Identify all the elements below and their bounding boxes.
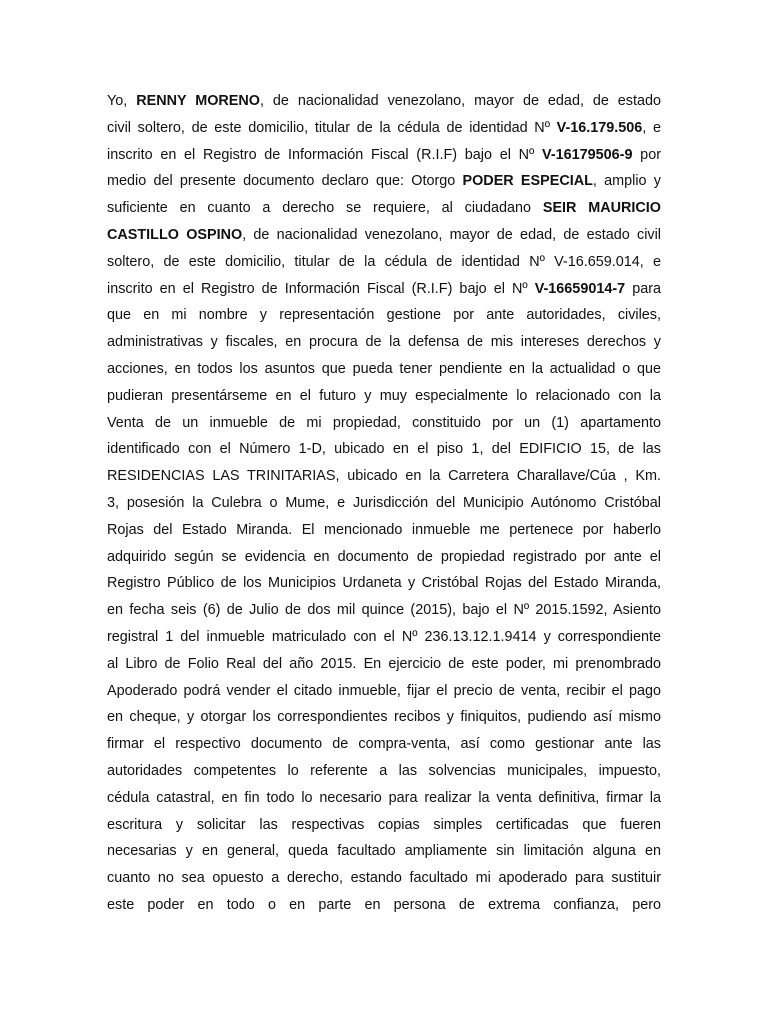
text-segment: Apoderado podrá vender el citado inmueble, fijar el precio de venta, recibir el pago [107, 682, 661, 699]
text-line [107, 838, 661, 865]
text-line [107, 436, 661, 463]
text-segment: firmar el respectivo documento de compra-venta, así como gestionar ante las [107, 736, 661, 753]
text-line [107, 383, 661, 410]
text-line [107, 115, 661, 142]
text-segment: adquirido según se evidencia en documento de propiedad registrado por ante el [107, 548, 661, 565]
text-segment: 3, posesión la Culebra o Mume, e Jurisdicción del Municipio Autónomo Cristóbal [107, 494, 661, 511]
text-line [107, 249, 661, 276]
bold-text-segment: V-16.179.506 [556, 119, 643, 136]
text-line [107, 731, 661, 758]
text-segment: Yo, [107, 93, 137, 109]
text-segment: administrativas y fiscales, en procura de la defensa de mis intereses derechos y [107, 334, 661, 351]
text-line [107, 624, 661, 651]
text-segment: necesarias y en general, queda facultado ampliamente sin limitación alguna en [107, 843, 661, 860]
text-line [107, 597, 661, 624]
text-line [107, 785, 661, 812]
text-line [107, 142, 661, 169]
text-line [107, 812, 661, 839]
text-segment: cuanto no sea opuesto a derecho, estando facultado mi apoderado para sustituir [107, 870, 661, 887]
text-line [107, 195, 661, 222]
text-segment: , e [642, 119, 661, 136]
text-segment: este poder en todo o en parte en persona de extrema confianza, pero [107, 896, 661, 913]
text-segment: suficiente en cuanto a derecho se requiere, al ciudadano [107, 200, 543, 217]
text-segment: al Libro de Folio Real del año 2015. En ejercicio de este poder, mi prenombrado [107, 655, 661, 672]
bold-text-segment: V-16659014-7 [534, 280, 626, 297]
text-segment: civil soltero, de este domicilio, titular de la cédula de identidad Nº [107, 119, 557, 136]
text-line [107, 302, 661, 329]
text-line [107, 678, 661, 705]
text-segment: cédula catastral, en fin todo lo necesario para realizar la venta definitiva, firmar la [107, 789, 661, 806]
text-line [107, 490, 661, 517]
text-segment: medio del presente documento declaro que: Otorgo [107, 173, 463, 190]
text-line [107, 222, 661, 249]
text-segment: pudieran presentárseme en el futuro y muy especialmente lo relacionado con la [107, 387, 661, 404]
text-segment: inscrito en el Registro de Información Fiscal (R.I.F) bajo el Nº [107, 146, 543, 163]
document-body-text [107, 88, 661, 919]
text-line [107, 329, 661, 356]
text-line [107, 570, 661, 597]
text-segment: identificado con el Número 1-D, ubicado en el piso 1, del EDIFICIO 15, de las [107, 441, 661, 458]
text-segment: escritura y solicitar las respectivas copias simples certificadas que fueren [107, 816, 661, 833]
text-segment: , amplio y [592, 173, 661, 190]
text-segment: inscrito en el Registro de Información Fiscal (R.I.F) bajo el Nº [107, 280, 535, 297]
text-segment: Rojas del Estado Miranda. El mencionado inmueble me pertenece por haberlo [107, 521, 661, 538]
text-line [107, 704, 661, 731]
text-segment: RESIDENCIAS LAS TRINITARIAS, ubicado en la Carretera Charallave/Cúa , Km. [107, 468, 661, 485]
bold-text-segment: RENNY MORENO [136, 93, 260, 109]
text-segment: en cheque, y otorgar los correspondientes recibos y finiquitos, pudiendo así mismo [107, 709, 661, 726]
text-line [107, 517, 661, 544]
text-segment: Registro Público de los Municipios Urdaneta y Cristóbal Rojas del Estado Miranda, [107, 575, 661, 592]
text-segment: que en mi nombre y representación gestione por ante autoridades, civiles, [107, 307, 661, 324]
text-line [107, 651, 661, 678]
text-line [107, 758, 661, 785]
text-line [107, 88, 661, 115]
text-segment: , de nacionalidad venezolano, mayor de edad, de estado civil [242, 226, 661, 243]
text-line [107, 356, 661, 383]
bold-text-segment: CASTILLO OSPINO [107, 226, 243, 243]
text-line [107, 276, 661, 303]
text-segment: Venta de un inmueble de mi propiedad, constituido por un (1) apartamento [107, 414, 661, 431]
text-segment: en fecha seis (6) de Julio de dos mil quince (2015), bajo el Nº 2015.1592, Asiento [107, 602, 661, 619]
text-line [107, 865, 661, 892]
text-segment: autoridades competentes lo referente a las solvencias municipales, impuesto, [107, 762, 661, 779]
bold-text-segment: V-16179506-9 [542, 146, 633, 163]
text-line [107, 168, 661, 195]
text-segment: soltero, de este domicilio, titular de la cédula de identidad Nº V-16.659.014, e [107, 253, 661, 270]
text-segment: por [632, 146, 661, 163]
bold-text-segment: PODER ESPECIAL [462, 173, 593, 190]
text-line [107, 410, 661, 437]
text-line [107, 892, 661, 919]
text-line [107, 544, 661, 571]
bold-text-segment: SEIR MAURICIO [542, 200, 661, 217]
text-segment: acciones, en todos los asuntos que pueda tener pendiente en la actualidad o que [107, 360, 661, 377]
text-line [107, 463, 661, 490]
text-segment: para [625, 280, 661, 297]
text-segment: registral 1 del inmueble matriculado con el Nº 236.13.12.1.9414 y correspondiente [107, 628, 661, 645]
text-segment: , de nacionalidad venezolano, mayor de edad, de estado [260, 93, 661, 109]
